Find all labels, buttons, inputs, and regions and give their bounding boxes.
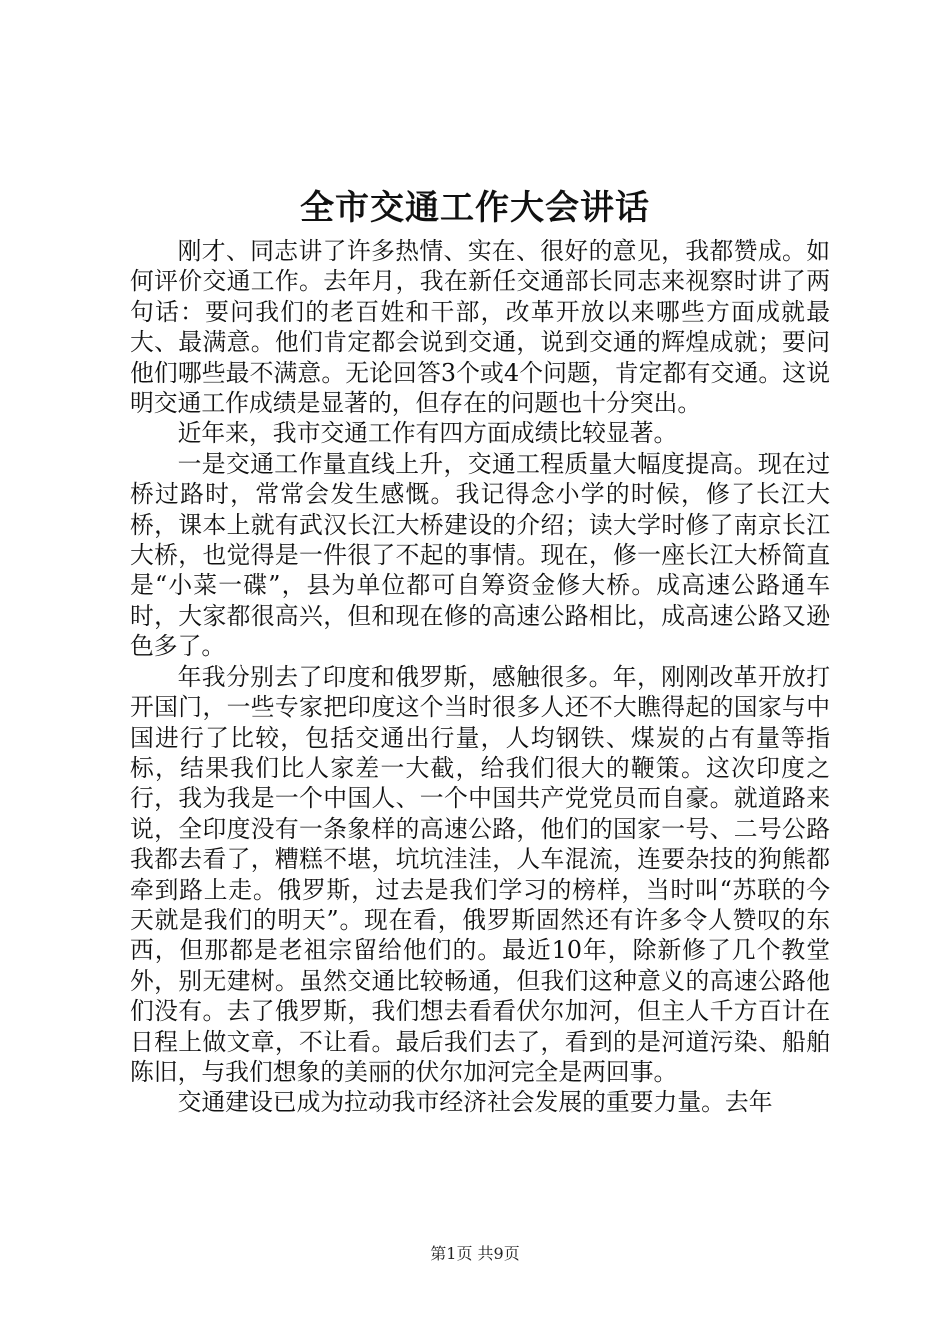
paragraph-1: 刚才、同志讲了许多热情、实在、很好的意见，我都赞成。如何评价交通工作。去年月，我在新任交通部长同志来视察时讲了两句话：要问我们的老百姓和干部，改革开放以来哪些方面成就最大、最满意。他们肯定都会说到交通，说到交通的辉煌成就；要问他们哪些最不满意。无论回答3个或4个问题，肯定都有交通。这说明交通工作成绩是显著的，但存在的问题也十分突出。 <box>130 237 830 418</box>
paragraph-2: 近年来，我市交通工作有四方面成绩比较显著。 <box>177 419 678 448</box>
paragraph-4: 年我分别去了印度和俄罗斯，感触很多。年，刚刚改革开放打开国门，一些专家把印度这个当时很多人还不大瞧得起的国家与中国进行了比较，包括交通出行量，人均钢铁、煤炭的占有量等指标，结果我们比人家差一大截，给我们很大的鞭策。这次印度之行，我为我是一个中国人、一个中国共产党党员而自豪。就道路来说，全印度没有一条象样的高速公路，他们的国家一号、二号公路我都去看了，糟糕不堪，坑坑洼洼，人车混流，连要杂技的狗熊都牵到路上走。俄罗斯，过去是我们学习的榜样，当时叫“苏联的今天就是我们的明天”。现在看，俄罗斯固然还有许多令人赞叹的东西，但那都是老祖宗留给他们的。最近10年，除新修了几个教堂外，别无建树。虽然交通比较畅通，但我们这种意义的高速公路他们没有。去了俄罗斯，我们想去看看伏尔加河，但主人千方百计在日程上做文章，不让看。最后我们去了，看到的是河道污染、船舶陈旧，与我们想象的美丽的伏尔加河完全是两回事。 <box>130 662 830 1086</box>
paragraph-5: 交通建设已成为拉动我市经济社会发展的重要力量。去年 <box>177 1088 773 1117</box>
document-title: 全市交通工作大会讲话 <box>300 188 650 228</box>
page-number-footer: 第1页 共9页 <box>430 1244 520 1263</box>
document-body <box>130 236 830 1118</box>
paragraph-3: 一是交通工作量直线上升，交通工程质量大幅度提高。现在过桥过路时，常常会发生感慨。我记得念小学的时候，修了长江大桥，课本上就有武汉长江大桥建设的介绍；读大学时修了南京长江大桥，也觉得是一件很了不起的事情。现在，修一座长江大桥简直是“小菜一碟”，县为单位都可自筹资金修大桥。成高速公路通车时，大家都很高兴，但和现在修的高速公路相比，成高速公路又逊色多了。 <box>130 449 830 661</box>
